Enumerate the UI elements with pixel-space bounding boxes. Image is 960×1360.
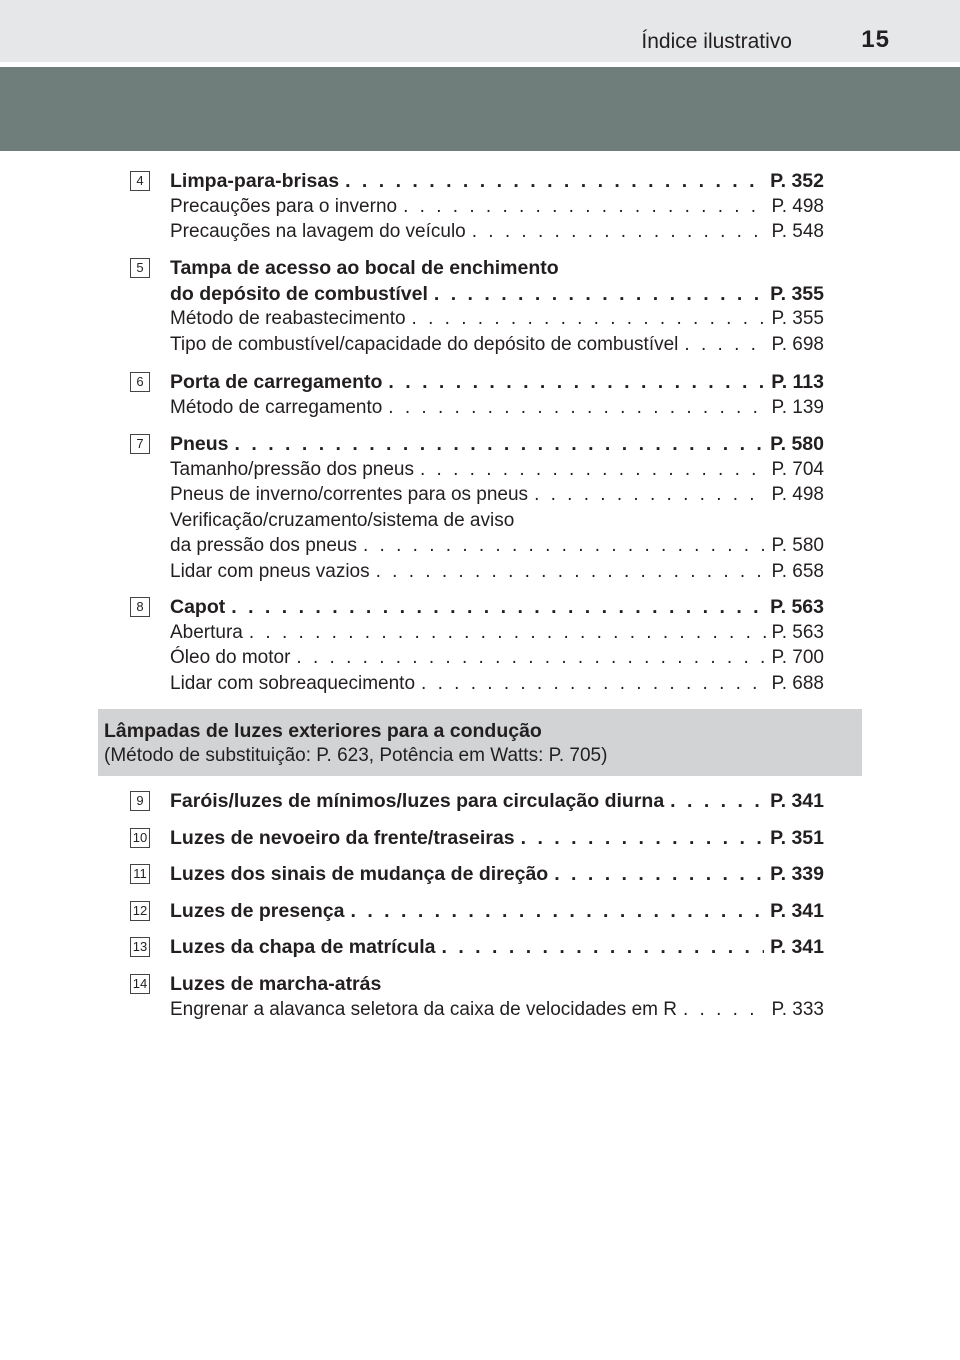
page-reference: P. 355 [770, 282, 824, 305]
entry-heading [170, 861, 824, 887]
page-reference: P. 341 [770, 936, 824, 958]
entry-text: Pneus de inverno/correntes para os pneus [170, 484, 529, 506]
entry-heading [170, 255, 824, 281]
dot-leader [231, 594, 764, 620]
item-number: 7 [130, 434, 150, 454]
entry-subitem [170, 997, 824, 1023]
entry-heading [170, 594, 824, 620]
item-number: 12 [130, 901, 150, 921]
entry-heading [170, 971, 824, 997]
dot-leader [420, 457, 766, 483]
entry-subitem [170, 194, 824, 220]
page-reference: P. 658 [771, 561, 824, 582]
entry-text: Tipo de combustível/capacidade do depósito de combustível [170, 333, 679, 355]
item-number: 5 [130, 258, 150, 278]
page-reference: P. 698 [771, 333, 824, 355]
entry-subitem [170, 395, 824, 421]
item-number: 10 [130, 828, 150, 848]
item-number: 6 [130, 372, 150, 392]
entry-text: Tamanho/pressão dos pneus [170, 458, 414, 480]
dot-leader [296, 645, 765, 671]
entry-heading [170, 281, 824, 307]
entry-heading [170, 431, 824, 457]
item-number: 9 [130, 791, 150, 811]
dot-leader [235, 431, 765, 457]
entry-text: Luzes da chapa de matrícula [170, 936, 436, 958]
entry-text: Método de reabastecimento [170, 308, 406, 330]
entry-text: Engrenar a alavanca seletora da caixa de velocidades em R [170, 998, 677, 1020]
entry-text: Luzes de presença [170, 900, 345, 922]
dot-leader [351, 898, 765, 924]
dot-leader [421, 671, 765, 697]
dot-leader [442, 934, 765, 960]
dot-leader [363, 533, 766, 559]
page-reference: P. 352 [770, 170, 824, 192]
dot-leader [388, 395, 765, 421]
entry-text: Lidar com pneus vazios [170, 561, 370, 582]
page-reference: P. 339 [770, 863, 824, 885]
entry-subitem [170, 533, 824, 559]
page-reference: P. 563 [771, 621, 824, 643]
page-reference: P. 113 [771, 371, 824, 393]
dot-leader [403, 194, 765, 220]
entry-text: Luzes de nevoeiro da frente/traseiras [170, 827, 515, 849]
entry-text: Porta de carregamento [170, 371, 383, 393]
dot-leader [388, 369, 765, 395]
entry-text: Óleo do motor [170, 647, 291, 669]
entry-text: da pressão dos pneus [170, 535, 357, 557]
page-reference: P. 355 [771, 308, 824, 330]
section-subtitle: (Método de substituição: P. 623, Potência em Watts: P. 705) [104, 745, 608, 766]
page-reference: P. 139 [771, 396, 824, 418]
entry-heading [170, 369, 824, 395]
entry-subitem [170, 306, 824, 332]
dot-leader [554, 861, 764, 887]
entry-subitem [170, 559, 824, 585]
entry-subitem [170, 332, 824, 358]
entry-text: Tampa de acesso ao bocal de enchimento [170, 257, 559, 279]
dot-leader [683, 997, 766, 1023]
item-number: 14 [130, 974, 150, 994]
entry-text: Luzes de marcha-atrás [170, 973, 382, 995]
entry-subitem [170, 620, 824, 646]
entry-heading [170, 825, 824, 851]
entry-text: Lidar com sobreaquecimento [170, 672, 416, 694]
entry-text: Faróis/luzes de mínimos/luzes para circulação diurna [170, 790, 665, 812]
page-reference: P. 498 [771, 484, 824, 506]
entry-text: Precauções na lavagem do veículo [170, 221, 466, 243]
page-reference: P. 688 [771, 672, 824, 694]
page-reference: P. 704 [771, 458, 824, 480]
dot-leader [376, 559, 766, 585]
item-number: 11 [130, 864, 150, 884]
entry-subitem [170, 508, 824, 534]
dot-leader [249, 620, 766, 646]
entry-text: Limpa-para-brisas [170, 170, 340, 192]
entry-text: Luzes dos sinais de mudança de direção [170, 863, 549, 885]
entry-subitem [170, 219, 824, 245]
page-reference: P. 351 [770, 827, 824, 849]
entry-text: Verificação/cruzamento/sistema de aviso [170, 509, 515, 531]
page-reference: P. 548 [771, 221, 824, 243]
page-reference: P. 700 [771, 647, 824, 669]
dot-leader [412, 306, 766, 332]
entry-subitem [170, 671, 824, 697]
entry-text: Capot [170, 596, 226, 618]
item-number: 4 [130, 171, 150, 191]
page-title: Índice ilustrativo [641, 30, 792, 53]
entry-subitem [170, 482, 824, 508]
entry-heading [170, 934, 824, 960]
dot-leader [534, 482, 765, 508]
page-reference: P. 563 [770, 596, 824, 618]
page-reference: P. 580 [770, 433, 824, 455]
section-title: Lâmpadas de luzes exteriores para a condução [104, 720, 542, 742]
page-reference: P. 341 [770, 900, 824, 922]
entry-text: do depósito de combustível [170, 282, 428, 305]
entry-heading [170, 788, 824, 814]
page-reference: P. 333 [771, 998, 824, 1020]
entry-text: Abertura [170, 621, 243, 643]
entry-heading [170, 898, 824, 924]
dot-leader [472, 219, 766, 245]
entry-heading [170, 168, 824, 194]
entry-subitem [170, 645, 824, 671]
dot-leader [684, 332, 765, 358]
section-header [98, 709, 862, 776]
dot-leader [521, 825, 764, 851]
header-banner [0, 67, 960, 151]
page-reference: P. 580 [771, 535, 824, 557]
entry-text: Pneus [170, 433, 229, 455]
item-number: 13 [130, 937, 150, 957]
entry-text: Método de carregamento [170, 396, 383, 418]
entry-subitem [170, 457, 824, 483]
dot-leader [434, 281, 764, 307]
entry-text: Precauções para o inverno [170, 195, 398, 217]
dot-leader [670, 788, 764, 814]
header-bar [0, 0, 960, 62]
item-number: 8 [130, 597, 150, 617]
page-reference: P. 498 [771, 195, 824, 217]
page-number: 15 [861, 26, 890, 53]
dot-leader [345, 168, 764, 194]
page-reference: P. 341 [770, 790, 824, 812]
